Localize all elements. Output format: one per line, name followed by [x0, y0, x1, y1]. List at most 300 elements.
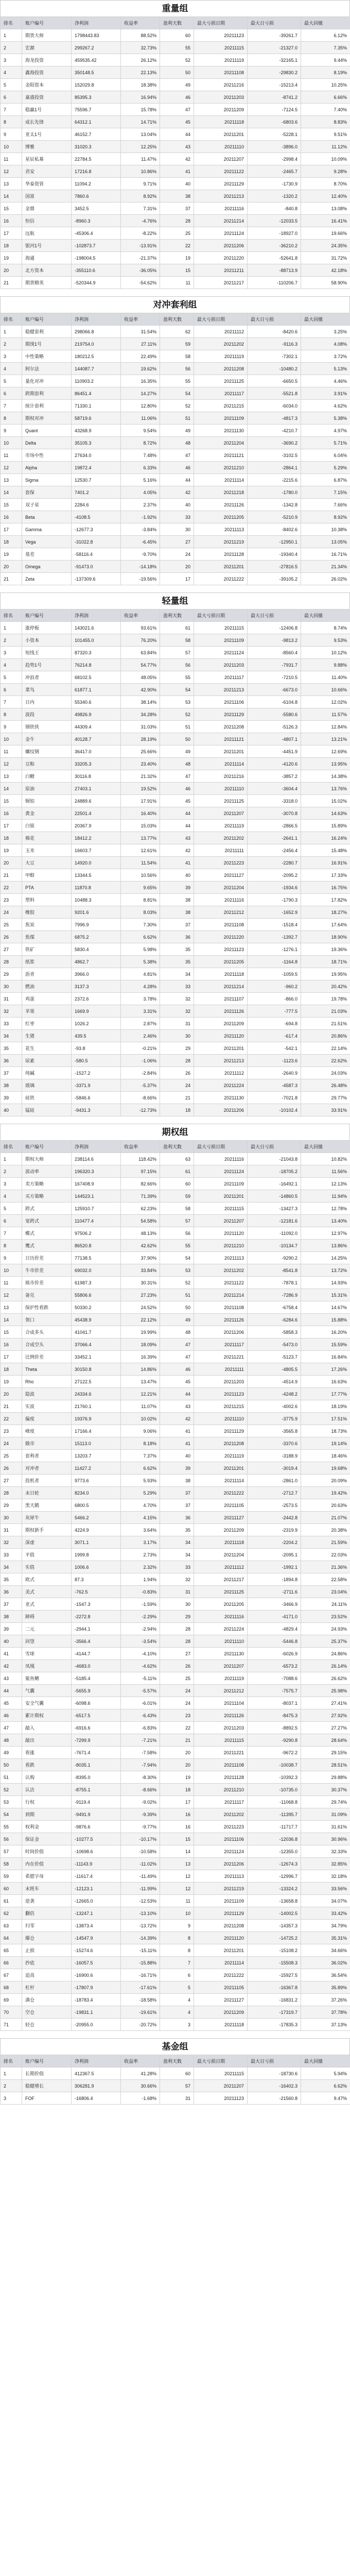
max-loss-date-cell: 20211110	[194, 783, 248, 795]
account-cell: 灰犀牛	[22, 1512, 72, 1524]
win-days-cell: 22	[160, 1722, 194, 1734]
max-loss-date-cell: 20211201	[194, 1944, 248, 1957]
table-header-row	[1, 2055, 350, 2067]
max-daily-loss-cell: -3775.9	[248, 1413, 301, 1425]
return-cell: -9.39%	[121, 1808, 160, 1821]
rank-cell: 9	[1, 1252, 22, 1264]
max-drawdown-cell: 7.35%	[301, 42, 350, 54]
profit-cell: -14547.9	[72, 1932, 121, 1944]
rank-cell: 41	[1, 1648, 22, 1660]
max-daily-loss-cell: -8420.6	[248, 326, 301, 338]
return-cell: 8.72%	[121, 437, 160, 449]
win-days-cell: 55	[160, 1240, 194, 1252]
max-daily-loss-cell: -4451.9	[248, 745, 301, 758]
rank-cell: 17	[1, 1351, 22, 1363]
win-days-cell: 24	[160, 1685, 194, 1697]
table-row	[1, 29, 350, 42]
return-cell: -11.49%	[121, 1870, 160, 1883]
table-row	[1, 375, 350, 387]
max-daily-loss-cell: -9813.2	[248, 634, 301, 647]
table-row	[1, 1437, 350, 1450]
account-cell: 敲入	[22, 1722, 72, 1734]
rank-cell: 7	[1, 400, 22, 412]
return-cell: -5.11%	[121, 1672, 160, 1685]
profit-cell: 7401.2	[72, 486, 121, 499]
max-daily-loss-cell: -12406.8	[248, 622, 301, 634]
profit-cell: 7860.6	[72, 190, 121, 202]
max-daily-loss-cell: -2711.6	[248, 1586, 301, 1598]
table-row	[1, 2092, 350, 2105]
table-row	[1, 1895, 350, 1907]
table-row	[1, 1648, 350, 1660]
profit-cell: 2372.6	[72, 993, 121, 1005]
rank-cell: 2	[1, 634, 22, 647]
rank-cell: 21	[1, 1400, 22, 1413]
account-cell: 短线王	[22, 647, 72, 659]
profit-cell: -1547.3	[72, 1598, 121, 1611]
return-cell: 19.99%	[121, 1326, 160, 1338]
max-loss-date-cell: 20211130	[194, 1648, 248, 1660]
max-drawdown-cell: 27.27%	[301, 1722, 350, 1734]
win-days-cell: 30	[160, 523, 194, 536]
profit-cell: -58116.4	[72, 548, 121, 561]
max-daily-loss-cell: -18927.0	[248, 227, 301, 240]
max-drawdown-cell: 36.54%	[301, 1969, 350, 1981]
max-daily-loss-cell: -2465.7	[248, 165, 301, 178]
max-daily-loss-cell: -3188.9	[248, 1450, 301, 1462]
table-row	[1, 1512, 350, 1524]
max-daily-loss-cell: -3102.5	[248, 449, 301, 462]
max-drawdown-cell: 16.24%	[301, 832, 350, 844]
rank-cell: 16	[1, 215, 22, 227]
win-days-cell: 63	[160, 1153, 194, 1165]
table-row	[1, 277, 350, 289]
win-days-cell: 54	[160, 1252, 194, 1264]
max-loss-date-cell: 20211116	[194, 1611, 248, 1623]
max-drawdown-cell: 19.42%	[301, 1487, 350, 1499]
profit-cell: 9201.6	[72, 906, 121, 919]
rank-cell: 21	[1, 869, 22, 882]
max-daily-loss-cell: -5473.0	[248, 1338, 301, 1351]
return-cell: 71.39%	[121, 1190, 160, 1202]
rank-cell: 7	[1, 696, 22, 708]
return-cell: 10.86%	[121, 165, 160, 178]
win-days-cell: 44	[160, 807, 194, 820]
account-cell: 涨停板	[22, 622, 72, 634]
return-cell: 42.62%	[121, 1240, 160, 1252]
account-cell: 甲醇	[22, 869, 72, 882]
max-drawdown-cell: 17.26%	[301, 1363, 350, 1376]
profit-cell: -6517.5	[72, 1709, 121, 1722]
max-daily-loss-cell: -1518.4	[248, 919, 301, 931]
max-daily-loss-cell: -12036.8	[248, 1833, 301, 1845]
max-loss-date-cell: 20211113	[194, 1252, 248, 1264]
max-drawdown-cell: 3.25%	[301, 326, 350, 338]
rank-cell: 10	[1, 437, 22, 449]
profit-cell: 11427.2	[72, 1462, 121, 1475]
rank-cell: 14	[1, 486, 22, 499]
account-cell: 深虚	[22, 1536, 72, 1549]
max-loss-date-cell: 20211208	[194, 1437, 248, 1450]
profit-cell: 68102.5	[72, 671, 121, 684]
column-header: 最大亏损日期	[194, 313, 248, 326]
max-daily-loss-cell: -14002.5	[248, 1907, 301, 1920]
win-days-cell: 51	[160, 412, 194, 425]
account-cell: 期货大师	[22, 29, 72, 42]
account-cell: 轻仓	[22, 2019, 72, 2031]
max-drawdown-cell: 15.89%	[301, 820, 350, 832]
return-cell: 118.42%	[121, 1153, 160, 1165]
return-cell: 8.18%	[121, 1437, 160, 1450]
column-header: 净利润	[72, 17, 121, 29]
max-loss-date-cell: 20211220	[194, 252, 248, 264]
max-drawdown-cell: 14.25%	[301, 1252, 350, 1264]
rank-cell: 33	[1, 1549, 22, 1561]
column-header: 净利润	[72, 2055, 121, 2067]
return-cell: 4.05%	[121, 486, 160, 499]
max-drawdown-cell: 22.14%	[301, 1042, 350, 1055]
win-days-cell: 33	[160, 980, 194, 993]
max-drawdown-cell: 18.71%	[301, 956, 350, 968]
profit-cell: 17216.8	[72, 165, 121, 178]
rank-cell: 60	[1, 1883, 22, 1895]
win-days-cell: 52	[160, 54, 194, 66]
return-cell: -8.66%	[121, 1784, 160, 1796]
rank-cell: 63	[1, 1920, 22, 1932]
return-cell: 9.06%	[121, 1425, 160, 1437]
account-cell: 实波	[22, 1400, 72, 1413]
max-daily-loss-cell: -5580.6	[248, 708, 301, 721]
rank-cell: 2	[1, 338, 22, 350]
profit-cell: -1527.2	[72, 1067, 121, 1079]
max-daily-loss-cell: -6573.2	[248, 1660, 301, 1672]
return-cell: -14.39%	[121, 1932, 160, 1944]
rank-cell: 31	[1, 993, 22, 1005]
win-days-cell: 61	[160, 622, 194, 634]
rank-cell: 65	[1, 1944, 22, 1957]
table-row	[1, 1178, 350, 1190]
max-loss-date-cell: 20211110	[194, 141, 248, 153]
max-loss-date-cell: 20211207	[194, 1660, 248, 1672]
max-loss-date-cell: 20211130	[194, 1092, 248, 1104]
rank-cell: 15	[1, 1326, 22, 1338]
table-row	[1, 1326, 350, 1338]
max-daily-loss-cell: -6650.5	[248, 375, 301, 387]
max-loss-date-cell: 20211126	[194, 1005, 248, 1018]
rank-cell: 68	[1, 1981, 22, 1994]
profit-cell: -4108.5	[72, 511, 121, 523]
profit-cell: 85395.3	[72, 91, 121, 104]
rank-cell: 13	[1, 474, 22, 486]
win-days-cell: 47	[160, 449, 194, 462]
account-cell: 对冲者	[22, 1462, 72, 1475]
max-daily-loss-cell: -3070.8	[248, 807, 301, 820]
max-daily-loss-cell: -4210.7	[248, 425, 301, 437]
column-header: 盈利天数	[160, 313, 194, 326]
max-loss-date-cell: 20211223	[194, 1821, 248, 1833]
table-row	[1, 1079, 350, 1092]
rank-cell: 5	[1, 375, 22, 387]
table-row	[1, 523, 350, 536]
profit-cell: 76214.8	[72, 659, 121, 671]
table-row	[1, 165, 350, 178]
max-loss-date-cell: 20211112	[194, 326, 248, 338]
section-spacer	[0, 289, 350, 296]
return-cell: -8.66%	[121, 1092, 160, 1104]
max-loss-date-cell: 20211215	[194, 1400, 248, 1413]
max-daily-loss-cell: -7575.7	[248, 1685, 301, 1697]
max-loss-date-cell: 20211122	[194, 1277, 248, 1289]
profit-cell: 21760.1	[72, 1400, 121, 1413]
account-cell: 保证金	[22, 1833, 72, 1845]
max-drawdown-cell: 23.04%	[301, 1586, 350, 1598]
profit-cell: 412367.5	[72, 2067, 121, 2080]
column-header: 最大日亏损	[248, 313, 301, 326]
profit-cell: 9773.6	[72, 1475, 121, 1487]
max-daily-loss-cell: -13324.2	[248, 1883, 301, 1895]
max-loss-date-cell: 20211118	[194, 116, 248, 128]
max-drawdown-cell: 14.93%	[301, 1277, 350, 1289]
table-row	[1, 462, 350, 474]
max-daily-loss-cell: -1790.3	[248, 894, 301, 906]
account-cell: 空仓	[22, 2006, 72, 2019]
return-cell: -15.88%	[121, 1957, 160, 1969]
return-cell: -6.43%	[121, 1709, 160, 1722]
max-daily-loss-cell: -8892.5	[248, 1722, 301, 1734]
profit-cell: 5466.2	[72, 1512, 121, 1524]
column-header: 账户编号	[22, 1141, 72, 1153]
rank-cell: 10	[1, 141, 22, 153]
win-days-cell: 55	[160, 375, 194, 387]
rank-cell: 19	[1, 1376, 22, 1388]
max-daily-loss-cell: -15508.3	[248, 1957, 301, 1969]
max-daily-loss-cell: -14725.2	[248, 1932, 301, 1944]
max-drawdown-cell: 22.58%	[301, 1573, 350, 1586]
rank-cell: 24	[1, 1437, 22, 1450]
win-days-cell: 3	[160, 2019, 194, 2031]
max-daily-loss-cell: -39105.2	[248, 573, 301, 585]
table-row	[1, 1672, 350, 1685]
table-row	[1, 1586, 350, 1598]
rank-cell: 44	[1, 1685, 22, 1697]
profit-cell: -19831.1	[72, 2006, 121, 2019]
column-header: 最大日亏损	[248, 1141, 301, 1153]
table-row	[1, 338, 350, 350]
account-cell: Theta	[22, 1363, 72, 1376]
return-cell: -36.05%	[121, 264, 160, 277]
win-days-cell: 40	[160, 499, 194, 511]
win-days-cell: 48	[160, 1326, 194, 1338]
rank-cell: 35	[1, 1042, 22, 1055]
table-row	[1, 671, 350, 684]
win-days-cell: 42	[160, 1413, 194, 1425]
max-daily-loss-cell: -866.0	[248, 993, 301, 1005]
account-cell: 恒信	[22, 215, 72, 227]
max-daily-loss-cell: -4120.6	[248, 758, 301, 770]
account-cell: 看涨	[22, 1747, 72, 1759]
profit-cell: 49826.9	[72, 708, 121, 721]
table-row	[1, 1660, 350, 1672]
profit-cell: 4862.7	[72, 956, 121, 968]
max-drawdown-cell: 4.62%	[301, 400, 350, 412]
max-loss-date-cell: 20211115	[194, 622, 248, 634]
table-row	[1, 844, 350, 857]
max-drawdown-cell: 29.88%	[301, 1771, 350, 1784]
table-row	[1, 1858, 350, 1870]
max-daily-loss-cell: -1934.6	[248, 882, 301, 894]
return-cell: -4.76%	[121, 215, 160, 227]
rank-cell: 10	[1, 733, 22, 745]
table-row	[1, 733, 350, 745]
max-daily-loss-cell: -1342.8	[248, 499, 301, 511]
win-days-cell: 37	[160, 1499, 194, 1512]
account-cell: 期货精英	[22, 277, 72, 289]
max-loss-date-cell: 20211221	[194, 1747, 248, 1759]
return-cell: 5.38%	[121, 956, 160, 968]
account-cell: 安全气囊	[22, 1697, 72, 1709]
profit-cell: -11143.9	[72, 1858, 121, 1870]
return-cell: 41.28%	[121, 2067, 160, 2080]
win-days-cell: 51	[160, 721, 194, 733]
table-row	[1, 202, 350, 215]
profit-cell: -520344.9	[72, 277, 121, 289]
max-loss-date-cell: 20211129	[194, 178, 248, 190]
max-daily-loss-cell: -1992.1	[248, 1561, 301, 1573]
max-daily-loss-cell: -32165.1	[248, 54, 301, 66]
rank-cell: 66	[1, 1957, 22, 1969]
max-loss-date-cell: 20211109	[194, 1895, 248, 1907]
account-cell: 铁矿	[22, 943, 72, 956]
max-daily-loss-cell: -2712.7	[248, 1487, 301, 1499]
max-drawdown-cell: 13.86%	[301, 1240, 350, 1252]
account-cell: 合成空头	[22, 1338, 72, 1351]
win-days-cell: 38	[160, 190, 194, 202]
account-cell: 比例价差	[22, 1351, 72, 1363]
return-cell: 19.62%	[121, 363, 160, 375]
rank-cell: 34	[1, 1561, 22, 1573]
table-row	[1, 1153, 350, 1165]
rank-cell: 12	[1, 462, 22, 474]
win-days-cell: 23	[160, 1709, 194, 1722]
profit-cell: 86451.4	[72, 387, 121, 400]
max-drawdown-cell: 7.40%	[301, 104, 350, 116]
profit-cell: -9431.3	[72, 1104, 121, 1116]
account-cell: 止损	[22, 1944, 72, 1957]
max-drawdown-cell: 22.03%	[301, 1549, 350, 1561]
table-row	[1, 573, 350, 585]
account-cell: 成长先锋	[22, 116, 72, 128]
profit-cell: 1006.6	[72, 1561, 121, 1573]
max-drawdown-cell: 35.31%	[301, 1932, 350, 1944]
max-daily-loss-cell: -4248.2	[248, 1388, 301, 1400]
table-row	[1, 1944, 350, 1957]
return-cell: 82.66%	[121, 1178, 160, 1190]
account-cell: 日内	[22, 696, 72, 708]
return-cell: 3.31%	[121, 1005, 160, 1018]
profit-cell: 238114.6	[72, 1153, 121, 1165]
ranking-section	[0, 296, 350, 585]
max-drawdown-cell: 27.92%	[301, 1709, 350, 1722]
account-cell: 美式	[22, 1586, 72, 1598]
column-header: 盈利天数	[160, 2055, 194, 2067]
rank-cell: 14	[1, 1314, 22, 1326]
return-cell: -2.84%	[121, 1067, 160, 1079]
return-cell: 1.94%	[121, 1573, 160, 1586]
profit-cell: 18412.2	[72, 832, 121, 844]
profit-cell: 3137.3	[72, 980, 121, 993]
profit-cell: -8035.1	[72, 1759, 121, 1771]
profit-cell: 196320.3	[72, 1165, 121, 1178]
max-loss-date-cell: 20211106	[194, 696, 248, 708]
win-days-cell: 36	[160, 931, 194, 943]
max-loss-date-cell: 20211116	[194, 202, 248, 215]
win-days-cell: 60	[160, 1178, 194, 1190]
profit-cell: 144087.7	[72, 363, 121, 375]
return-cell: 37.90%	[121, 1252, 160, 1264]
table-row	[1, 1536, 350, 1549]
max-drawdown-cell: 20.38%	[301, 1524, 350, 1536]
max-drawdown-cell: 30.37%	[301, 1784, 350, 1796]
max-drawdown-cell: 8.83%	[301, 116, 350, 128]
account-cell: 认沽	[22, 1784, 72, 1796]
return-cell: 30.31%	[121, 1277, 160, 1289]
column-header: 最大日亏损	[248, 609, 301, 622]
account-cell: 远航	[22, 227, 72, 240]
max-drawdown-cell: 17.82%	[301, 894, 350, 906]
max-daily-loss-cell: -11068.8	[248, 1796, 301, 1808]
profit-cell: -762.5	[72, 1586, 121, 1598]
rank-cell: 18	[1, 240, 22, 252]
max-drawdown-cell: 5.13%	[301, 363, 350, 375]
return-cell: -3.54%	[121, 1635, 160, 1648]
return-cell: 13.04%	[121, 128, 160, 141]
account-cell: 投机者	[22, 1475, 72, 1487]
max-daily-loss-cell: -4817.3	[248, 412, 301, 425]
return-cell: -10.58%	[121, 1845, 160, 1858]
table-row	[1, 869, 350, 882]
rank-cell: 37	[1, 1067, 22, 1079]
return-cell: 2.37%	[121, 499, 160, 511]
rank-cell: 11	[1, 153, 22, 165]
max-drawdown-cell: 26.48%	[301, 1079, 350, 1092]
rank-cell: 2	[1, 1165, 22, 1178]
max-loss-date-cell: 20211222	[194, 1487, 248, 1499]
rank-cell: 36	[1, 1055, 22, 1067]
max-drawdown-cell: 28.51%	[301, 1759, 350, 1771]
account-cell: 平值	[22, 1549, 72, 1561]
table-row	[1, 783, 350, 795]
max-loss-date-cell: 20211116	[194, 894, 248, 906]
max-loss-date-cell: 20211209	[194, 104, 248, 116]
return-cell: 6.62%	[121, 931, 160, 943]
max-drawdown-cell: 9.53%	[301, 634, 350, 647]
max-drawdown-cell: 13.40%	[301, 1215, 350, 1227]
rank-cell: 59	[1, 1870, 22, 1883]
max-drawdown-cell: 20.42%	[301, 980, 350, 993]
table-row	[1, 1351, 350, 1363]
max-drawdown-cell: 5.29%	[301, 462, 350, 474]
max-loss-date-cell: 20211203	[194, 659, 248, 671]
table-row	[1, 684, 350, 696]
account-cell: 钢铁侠	[22, 721, 72, 733]
profit-cell: 30116.8	[72, 770, 121, 783]
rank-cell: 22	[1, 882, 22, 894]
table-row	[1, 128, 350, 141]
max-loss-date-cell: 20211117	[194, 671, 248, 684]
max-drawdown-cell: 16.91%	[301, 857, 350, 869]
return-cell: 54.77%	[121, 659, 160, 671]
profit-cell: -198004.5	[72, 252, 121, 264]
